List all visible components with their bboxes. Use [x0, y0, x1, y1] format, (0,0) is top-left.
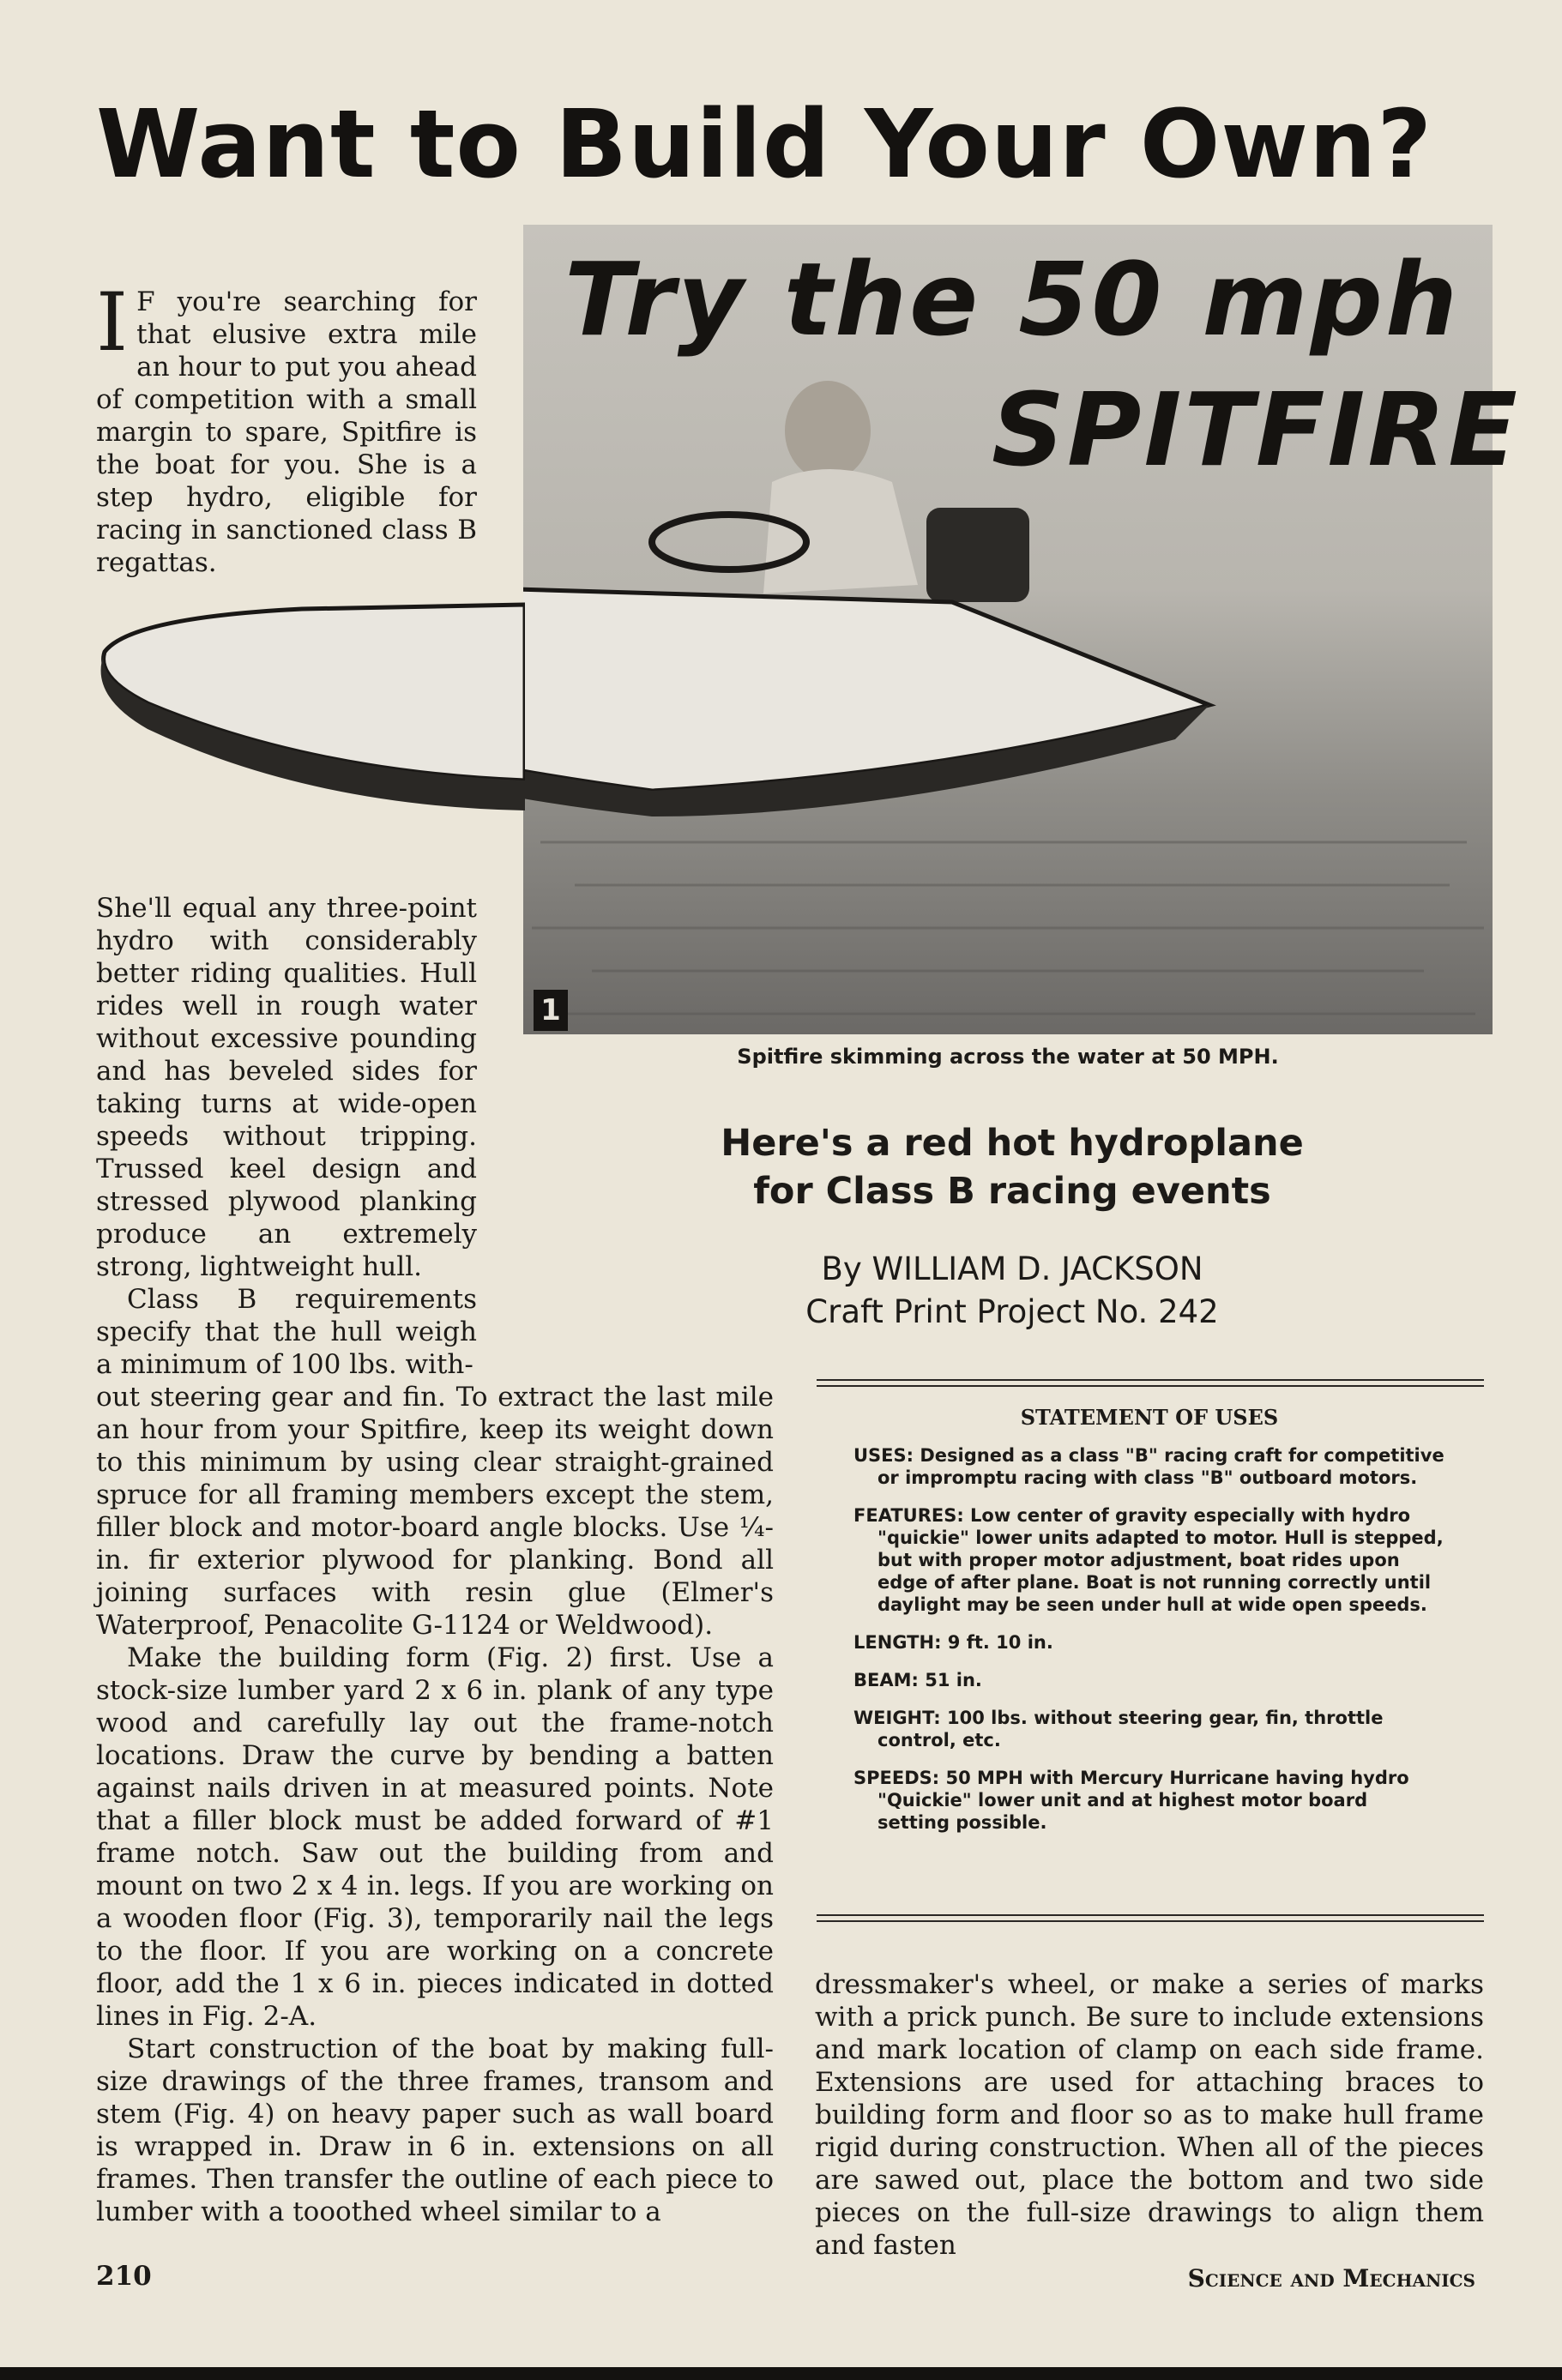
- photo-title-line1: Try the 50 mph: [564, 240, 1460, 359]
- project-number: Craft Print Project No. 242: [805, 1293, 1219, 1330]
- box-top-rule: [817, 1379, 1484, 1381]
- driver-body: [763, 469, 918, 593]
- column1-middle: [96, 892, 477, 1381]
- subhead-line1: Here's a red hot hydroplane: [721, 1122, 1304, 1165]
- paragraph: Start construction of the boat by making full-size drawings of the three frames, transom and stem (Fig. 4) on heavy paper such as wall board is wrapped in. Draw in 6 in. extensions on all frames. Then transfer the outline of each piece to lumber with a tooothed wheel similar to a: [96, 2034, 774, 2227]
- photo-title-line2: SPITFIRE: [992, 371, 1520, 489]
- page-number: 210: [96, 2261, 152, 2292]
- figure-number: 1: [534, 990, 568, 1031]
- paragraph: Class B requirements specify that the hull weigh a minimum of 100 lbs. with-: [96, 1284, 477, 1380]
- column1-lower: [96, 1381, 774, 2228]
- intro-paragraph: [96, 276, 477, 579]
- boat-hull: [523, 585, 1209, 791]
- paragraph: She'll equal any three-point hydro with considerably better riding qualities. Hull rides well in rough water without excessive pounding and has beveled sides for taking turns at wide-open speeds without tripping. Trussed keel design and stressed plywood planking produce an extremely strong, lightweight hull.: [96, 893, 477, 1282]
- box-bottom-rule-2: [817, 1920, 1484, 1922]
- byline: [686, 1248, 1338, 1334]
- box-top-rule-2: [817, 1385, 1484, 1387]
- outboard-motor: [926, 508, 1029, 602]
- subheadline: [686, 1119, 1338, 1215]
- paragraph: Make the building form (Fig. 2) first. Use a stock-size lumber yard 2 x 6 in. plank of any type wood and carefully lay out the frame-notch locations. Draw the curve by bending a batten against nails driven in at measured points. Note that a filler block must be added forward of #1 frame notch. Saw out the building from and mount on two 2 x 4 in. legs. If you are working on a wooden floor (Fig. 3), temporarily nail the legs to the floor. If you are working on a concrete floor, add the 1 x 6 in. pieces indicated in dotted lines in Fig. 2-A.: [96, 1642, 774, 2032]
- box-bottom-rule: [817, 1914, 1484, 1916]
- author: By WILLIAM D. JACKSON: [821, 1250, 1203, 1287]
- use-item: WEIGHT: 100 lbs. without steering gear, fin, throttle control, etc.: [853, 1708, 1384, 1750]
- page-edge: [0, 2367, 1562, 2380]
- intro-text: F you're searching for that elusive extra mile an hour to put you ahead of competition with a small margin to spare, Spitfire is the boat for you. She is a step hydro, eligible for racing in sanctioned class B regattas.: [96, 286, 477, 578]
- box-title: STATEMENT OF USES: [1020, 1405, 1279, 1430]
- column2-lower: dressmaker's wheel, or make a series of marks with a prick punch. Be sure to include extensions and mark location of clamp on each side frame. Extensions are used for attaching braces to building form and floor so as to make hull frame rigid during construction. When all of the pieces are sawed out, place the bottom and two side pieces on the full-size drawings to align them and fasten: [815, 1969, 1484, 2261]
- use-item: LENGTH: 9 ft. 10 in.: [853, 1632, 1053, 1653]
- boat-bow: [96, 600, 525, 823]
- driver-head: [785, 381, 871, 480]
- paragraph: out steering gear and fin. To extract the last mile an hour from your Spitfire, keep its weight down to this minimum by using clear straight-grained spruce for all framing members except the stem, filler block and motor-board angle blocks. Use ¼-in. fir exterior plywood for planking. Bond all joining surfaces with resin glue (Elmer's Waterproof, Penacolite G-1124 or Weldwood).: [96, 1382, 774, 1641]
- water-ripples: [532, 842, 1484, 1014]
- drop-cap: I: [96, 276, 129, 370]
- use-item: USES: Designed as a class "B" racing craft for competitive or impromptu racing with class "B" outboard motors.: [853, 1445, 1444, 1488]
- magazine-name: Science and Mechanics: [1187, 2264, 1475, 2293]
- subhead-line2: for Class B racing events: [753, 1170, 1271, 1213]
- article-headline: Want to Build Your Own?: [96, 89, 1433, 199]
- boat-photo: [523, 225, 1520, 1034]
- use-item: BEAM: 51 in.: [853, 1670, 982, 1690]
- photo-caption: Spitfire skimming across the water at 50 MPH.: [737, 1045, 1279, 1069]
- use-item: SPEEDS: 50 MPH with Mercury Hurricane having hydro "Quickie" lower unit and at highest motor board setting possible.: [853, 1768, 1409, 1833]
- use-item: FEATURES: Low center of gravity especially with hydro "quickie" lower units adapted to motor. Hull is stepped, but with proper motor adjustment, boat rides upon edge of after plane. Boat is not running correctly until daylight may be seen under hull at wide open speeds.: [853, 1505, 1444, 1615]
- statement-of-uses-box: [853, 1407, 1445, 1849]
